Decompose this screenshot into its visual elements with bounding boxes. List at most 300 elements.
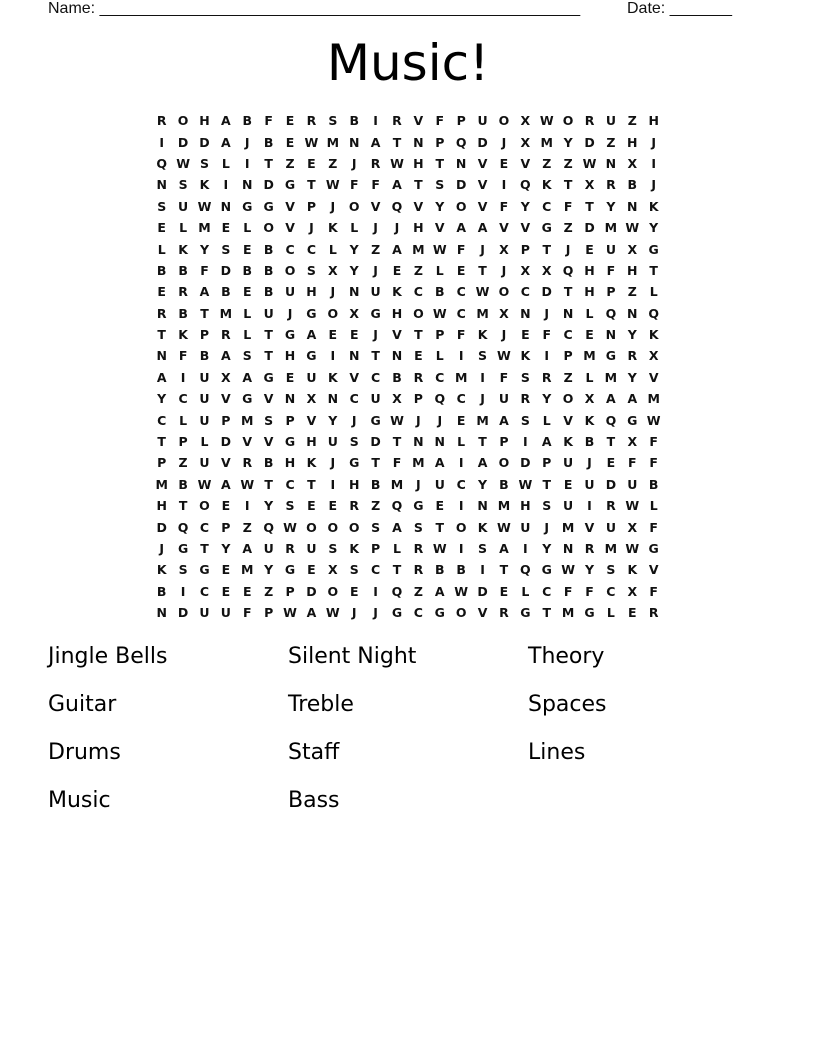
grid-letter[interactable]: K — [648, 198, 659, 214]
grid-letter[interactable]: E — [328, 327, 338, 343]
grid-letter[interactable]: D — [220, 262, 232, 278]
grid-letter[interactable]: E — [307, 155, 316, 171]
grid-letter[interactable]: U — [605, 241, 616, 257]
grid-letter[interactable]: Y — [627, 369, 637, 385]
grid-letter[interactable]: W — [625, 498, 640, 514]
grid-letter[interactable]: V — [263, 434, 274, 450]
grid-letter[interactable]: J — [287, 305, 293, 321]
grid-letter[interactable]: S — [435, 177, 445, 193]
grid-letter[interactable]: E — [563, 476, 573, 492]
grid-letter[interactable]: X — [627, 583, 638, 599]
grid-letter[interactable]: F — [178, 348, 188, 364]
grid-letter[interactable]: L — [179, 412, 188, 428]
grid-letter[interactable]: T — [264, 327, 273, 343]
grid-letter[interactable]: N — [562, 305, 574, 321]
grid-letter[interactable]: V — [520, 155, 531, 171]
grid-letter[interactable]: L — [393, 541, 401, 556]
grid-letter[interactable]: A — [199, 284, 210, 300]
grid-letter[interactable]: G — [306, 305, 317, 321]
grid-letter[interactable]: B — [178, 476, 188, 492]
grid-letter[interactable]: S — [178, 177, 188, 193]
grid-letter[interactable]: Q — [177, 519, 189, 535]
grid-letter[interactable]: T — [414, 177, 423, 193]
grid-letter[interactable]: X — [627, 519, 638, 535]
grid-letter[interactable]: C — [371, 369, 381, 385]
grid-letter[interactable]: A — [434, 583, 445, 599]
grid-letter[interactable]: B — [156, 583, 167, 599]
grid-letter[interactable]: O — [199, 498, 210, 514]
grid-letter[interactable]: K — [156, 562, 167, 578]
grid-letter[interactable]: R — [178, 284, 188, 300]
grid-letter[interactable]: Y — [349, 241, 359, 257]
grid-letter[interactable]: R — [648, 605, 659, 621]
grid-letter[interactable]: E — [628, 605, 637, 621]
grid-letter[interactable]: U — [627, 476, 638, 492]
grid-letter[interactable]: V — [263, 391, 274, 407]
grid-letter[interactable]: I — [330, 476, 336, 492]
grid-letter[interactable]: U — [370, 391, 381, 407]
grid-letter[interactable]: L — [457, 434, 466, 450]
grid-letter[interactable]: K — [178, 241, 188, 257]
grid-letter[interactable]: J — [565, 241, 571, 257]
grid-letter[interactable]: B — [648, 476, 659, 492]
grid-letter[interactable]: U — [178, 198, 189, 214]
grid-letter[interactable]: B — [349, 113, 359, 129]
grid-letter[interactable]: J — [416, 476, 421, 492]
grid-letter[interactable]: C — [542, 198, 552, 214]
grid-letter[interactable]: O — [498, 113, 510, 129]
grid-letter[interactable]: G — [627, 412, 638, 428]
grid-letter[interactable]: Q — [562, 262, 574, 278]
grid-letter[interactable]: W — [325, 177, 340, 193]
grid-letter[interactable]: D — [306, 583, 317, 599]
grid-letter[interactable]: U — [220, 605, 231, 621]
grid-letter[interactable]: I — [180, 583, 186, 599]
grid-letter[interactable]: E — [285, 369, 295, 385]
grid-letter[interactable]: K — [563, 434, 573, 450]
grid-letter[interactable]: W — [625, 220, 640, 236]
grid-letter[interactable]: P — [606, 284, 616, 300]
grid-letter[interactable]: R — [370, 155, 381, 171]
name-field-line[interactable]: Name: ______________________________________________________ — [48, 0, 581, 17]
grid-letter[interactable]: O — [327, 519, 339, 535]
grid-letter[interactable]: E — [285, 134, 295, 150]
grid-letter[interactable]: P — [285, 412, 295, 428]
grid-letter[interactable]: N — [562, 541, 574, 556]
grid-letter[interactable]: K — [349, 541, 360, 556]
grid-letter[interactable]: C — [413, 605, 423, 621]
grid-letter[interactable]: X — [499, 305, 509, 321]
grid-letter[interactable]: A — [370, 134, 381, 150]
grid-letter[interactable]: U — [370, 284, 381, 300]
grid-letter[interactable]: O — [327, 305, 339, 321]
grid-letter[interactable]: T — [392, 434, 402, 450]
grid-letter[interactable]: L — [521, 583, 530, 599]
grid-letter[interactable]: Y — [199, 241, 209, 257]
grid-letter[interactable]: A — [541, 434, 552, 450]
grid-letter[interactable]: B — [370, 476, 381, 492]
grid-letter[interactable]: A — [392, 177, 402, 193]
grid-letter[interactable]: D — [263, 177, 274, 193]
grid-letter[interactable]: V — [477, 605, 488, 621]
grid-letter[interactable]: N — [348, 134, 360, 150]
grid-letter[interactable]: V — [648, 562, 659, 578]
grid-letter[interactable]: C — [371, 562, 381, 578]
grid-letter[interactable]: H — [584, 284, 595, 300]
grid-letter[interactable]: N — [327, 391, 339, 407]
grid-letter[interactable]: Y — [264, 562, 274, 578]
grid-letter[interactable]: I — [651, 155, 656, 171]
grid-letter[interactable]: B — [456, 562, 466, 578]
grid-letter[interactable]: S — [199, 155, 209, 171]
grid-letter[interactable]: W — [432, 305, 447, 321]
grid-letter[interactable]: Z — [627, 113, 637, 129]
grid-letter[interactable]: U — [605, 519, 616, 535]
grid-letter[interactable]: T — [542, 241, 551, 257]
grid-letter[interactable]: S — [285, 498, 295, 514]
grid-letter[interactable]: U — [199, 455, 210, 471]
grid-letter[interactable]: F — [392, 455, 402, 471]
grid-letter[interactable]: B — [627, 177, 638, 193]
grid-letter[interactable]: X — [520, 262, 531, 278]
grid-letter[interactable]: F — [499, 198, 509, 214]
grid-letter[interactable]: I — [544, 348, 550, 364]
grid-letter[interactable]: J — [309, 220, 314, 236]
grid-letter[interactable]: I — [458, 498, 464, 514]
grid-letter[interactable]: F — [585, 583, 594, 599]
grid-letter[interactable]: A — [456, 220, 466, 236]
grid-letter[interactable]: D — [541, 284, 552, 300]
grid-letter[interactable]: T — [264, 155, 273, 171]
grid-letter[interactable]: T — [157, 434, 166, 450]
grid-letter[interactable]: E — [157, 220, 166, 236]
grid-letter[interactable]: T — [414, 327, 423, 343]
grid-letter[interactable]: T — [478, 434, 487, 450]
grid-letter[interactable]: R — [349, 498, 360, 514]
grid-letter[interactable]: Y — [478, 476, 488, 492]
grid-letter[interactable]: T — [264, 476, 273, 492]
grid-letter[interactable]: R — [306, 113, 317, 129]
grid-letter[interactable]: Z — [563, 220, 573, 236]
grid-letter[interactable]: V — [499, 220, 509, 236]
grid-letter[interactable]: K — [520, 348, 531, 364]
grid-letter[interactable]: U — [477, 113, 488, 129]
grid-letter[interactable]: M — [476, 305, 489, 321]
grid-letter[interactable]: L — [649, 498, 658, 514]
grid-letter[interactable]: J — [501, 134, 507, 150]
grid-letter[interactable]: R — [392, 113, 402, 129]
grid-letter[interactable]: C — [542, 583, 552, 599]
grid-letter[interactable]: H — [391, 305, 403, 321]
grid-letter[interactable]: G — [584, 605, 595, 621]
grid-letter[interactable]: E — [456, 412, 466, 428]
grid-letter[interactable]: O — [348, 198, 360, 214]
grid-letter[interactable]: W — [325, 605, 340, 621]
grid-letter[interactable]: T — [264, 348, 273, 364]
grid-letter[interactable]: O — [348, 519, 360, 535]
grid-letter[interactable]: W — [475, 284, 490, 300]
grid-letter[interactable]: W — [283, 519, 297, 535]
grid-letter[interactable]: K — [627, 562, 638, 578]
grid-letter[interactable]: G — [541, 562, 552, 578]
grid-letter[interactable]: Q — [391, 498, 403, 514]
grid-letter[interactable]: J — [394, 220, 400, 236]
grid-letter[interactable]: F — [499, 369, 509, 385]
grid-letter[interactable]: U — [563, 455, 574, 471]
grid-letter[interactable]: T — [392, 134, 402, 150]
grid-letter[interactable]: E — [349, 327, 359, 343]
grid-letter[interactable]: T — [371, 455, 380, 471]
grid-letter[interactable]: T — [563, 177, 573, 193]
grid-letter[interactable]: G — [284, 434, 296, 450]
grid-letter[interactable]: S — [478, 348, 488, 364]
grid-letter[interactable]: M — [540, 134, 553, 150]
grid-letter[interactable]: N — [413, 434, 424, 450]
grid-letter[interactable]: X — [499, 241, 509, 257]
grid-letter[interactable]: X — [541, 262, 552, 278]
grid-letter[interactable]: U — [263, 541, 274, 556]
grid-letter[interactable]: V — [477, 198, 488, 214]
grid-letter[interactable]: I — [180, 369, 186, 385]
grid-letter[interactable]: U — [199, 412, 210, 428]
grid-letter[interactable]: W — [432, 541, 447, 556]
grid-letter[interactable]: P — [199, 327, 210, 343]
grid-letter[interactable]: E — [242, 284, 252, 300]
grid-letter[interactable]: N — [627, 305, 638, 321]
grid-letter[interactable]: E — [221, 220, 231, 236]
grid-letter[interactable]: G — [648, 241, 659, 257]
grid-letter[interactable]: G — [520, 605, 531, 621]
grid-letter[interactable]: Y — [435, 198, 445, 214]
grid-letter[interactable]: E — [328, 498, 338, 514]
grid-letter[interactable]: T — [606, 434, 616, 450]
grid-letter[interactable]: W — [646, 412, 661, 428]
grid-letter[interactable]: A — [156, 369, 167, 385]
grid-letter[interactable]: F — [606, 262, 616, 278]
grid-letter[interactable]: J — [373, 220, 378, 236]
grid-letter[interactable]: R — [520, 391, 531, 407]
grid-letter[interactable]: E — [242, 583, 252, 599]
grid-letter[interactable]: C — [349, 391, 359, 407]
grid-letter[interactable]: W — [390, 412, 404, 428]
grid-letter[interactable]: M — [241, 562, 254, 578]
grid-letter[interactable]: V — [306, 412, 317, 428]
grid-letter[interactable]: S — [328, 113, 338, 129]
grid-letter[interactable]: D — [177, 605, 189, 621]
grid-letter[interactable]: U — [284, 284, 296, 300]
grid-letter[interactable]: V — [434, 220, 445, 236]
grid-letter[interactable]: G — [242, 198, 253, 214]
grid-letter[interactable]: P — [499, 434, 509, 450]
grid-letter[interactable]: E — [221, 583, 231, 599]
grid-letter[interactable]: F — [371, 177, 380, 193]
grid-letter[interactable]: W — [304, 134, 319, 150]
grid-letter[interactable]: Z — [178, 455, 188, 471]
grid-letter[interactable]: G — [370, 305, 381, 321]
grid-letter[interactable]: C — [456, 305, 466, 321]
grid-letter[interactable]: J — [330, 198, 336, 214]
grid-letter[interactable]: P — [157, 455, 167, 471]
grid-letter[interactable]: W — [582, 155, 597, 171]
grid-letter[interactable]: F — [628, 455, 637, 471]
grid-letter[interactable]: V — [392, 327, 402, 343]
grid-letter[interactable]: E — [307, 562, 316, 578]
grid-letter[interactable]: I — [330, 348, 336, 364]
grid-letter[interactable]: R — [156, 113, 167, 129]
grid-letter[interactable]: Z — [606, 134, 616, 150]
grid-letter[interactable]: B — [392, 369, 402, 385]
grid-letter[interactable]: N — [156, 348, 167, 364]
grid-letter[interactable]: B — [263, 134, 274, 150]
grid-letter[interactable]: N — [220, 198, 232, 214]
grid-letter[interactable]: K — [306, 455, 317, 471]
grid-letter[interactable]: J — [501, 327, 507, 343]
grid-letter[interactable]: A — [221, 113, 231, 129]
grid-letter[interactable]: M — [390, 476, 404, 492]
grid-letter[interactable]: D — [370, 434, 381, 450]
grid-letter[interactable]: W — [454, 583, 469, 599]
grid-letter[interactable]: S — [264, 412, 274, 428]
grid-letter[interactable]: T — [435, 519, 445, 535]
grid-letter[interactable]: L — [157, 241, 166, 257]
grid-letter[interactable]: I — [480, 562, 485, 578]
grid-letter[interactable]: K — [327, 369, 338, 385]
grid-letter[interactable]: M — [561, 605, 575, 621]
grid-letter[interactable]: W — [497, 519, 511, 535]
grid-letter[interactable]: V — [648, 369, 659, 385]
grid-letter[interactable]: L — [350, 220, 359, 236]
grid-letter[interactable]: Z — [328, 155, 338, 171]
grid-letter[interactable]: G — [370, 412, 381, 428]
grid-letter[interactable]: U — [605, 113, 616, 129]
grid-letter[interactable]: J — [480, 241, 485, 257]
grid-letter[interactable]: W — [518, 476, 533, 492]
grid-letter[interactable]: J — [416, 412, 421, 428]
grid-letter[interactable]: N — [627, 198, 638, 214]
grid-letter[interactable]: A — [434, 455, 445, 471]
grid-letter[interactable]: T — [542, 476, 551, 492]
grid-letter[interactable]: Y — [264, 498, 274, 514]
grid-letter[interactable]: C — [199, 583, 210, 599]
grid-letter[interactable]: U — [498, 391, 510, 407]
grid-letter[interactable]: Z — [627, 284, 637, 300]
grid-letter[interactable]: L — [179, 220, 188, 236]
grid-letter[interactable]: F — [435, 113, 445, 129]
grid-letter[interactable]: Q — [455, 134, 467, 150]
grid-letter[interactable]: G — [284, 327, 296, 343]
grid-letter[interactable]: X — [520, 113, 531, 129]
grid-letter[interactable]: D — [177, 134, 189, 150]
grid-letter[interactable]: V — [242, 434, 253, 450]
grid-letter[interactable]: H — [306, 434, 317, 450]
grid-letter[interactable]: C — [563, 327, 573, 343]
grid-letter[interactable]: Q — [391, 198, 403, 214]
grid-letter[interactable]: U — [520, 519, 531, 535]
grid-letter[interactable]: I — [223, 177, 229, 193]
grid-letter[interactable]: L — [328, 241, 337, 257]
grid-letter[interactable]: R — [606, 177, 616, 193]
grid-letter[interactable]: T — [371, 348, 380, 364]
grid-letter[interactable]: S — [371, 519, 381, 535]
grid-letter[interactable]: D — [584, 220, 595, 236]
grid-letter[interactable]: G — [199, 562, 210, 578]
grid-letter[interactable]: Z — [371, 241, 381, 257]
grid-letter[interactable]: G — [541, 220, 552, 236]
grid-letter[interactable]: X — [627, 155, 638, 171]
grid-letter[interactable]: M — [198, 220, 211, 236]
grid-letter[interactable]: G — [263, 369, 274, 385]
grid-letter[interactable]: Z — [563, 155, 573, 171]
grid-letter[interactable]: B — [178, 262, 188, 278]
grid-letter[interactable]: W — [197, 476, 212, 492]
grid-letter[interactable]: M — [604, 541, 618, 556]
grid-letter[interactable]: U — [306, 541, 317, 556]
grid-letter[interactable]: K — [477, 327, 488, 343]
grid-letter[interactable]: R — [156, 305, 167, 321]
grid-letter[interactable]: F — [542, 327, 551, 343]
grid-letter[interactable]: V — [285, 220, 295, 236]
grid-letter[interactable]: U — [263, 305, 274, 321]
grid-letter[interactable]: M — [326, 134, 340, 150]
grid-letter[interactable]: Q — [648, 305, 659, 321]
grid-letter[interactable]: W — [390, 155, 404, 171]
grid-letter[interactable]: V — [285, 198, 295, 214]
grid-letter[interactable]: U — [199, 369, 210, 385]
grid-letter[interactable]: S — [542, 498, 552, 514]
grid-letter[interactable]: F — [264, 113, 273, 129]
grid-letter[interactable]: M — [155, 476, 168, 492]
grid-letter[interactable]: K — [541, 177, 552, 193]
grid-letter[interactable]: O — [263, 220, 274, 236]
grid-letter[interactable]: L — [435, 262, 444, 278]
grid-letter[interactable]: P — [520, 241, 530, 257]
grid-letter[interactable]: V — [413, 113, 424, 129]
grid-letter[interactable]: D — [605, 476, 617, 492]
grid-letter[interactable]: C — [178, 391, 188, 407]
grid-letter[interactable]: U — [434, 476, 445, 492]
grid-letter[interactable]: T — [478, 262, 487, 278]
grid-letter[interactable]: C — [456, 476, 466, 492]
grid-letter[interactable]: M — [561, 519, 575, 535]
grid-letter[interactable]: C — [456, 284, 466, 300]
grid-letter[interactable]: I — [458, 348, 464, 364]
grid-letter[interactable]: D — [156, 519, 167, 535]
grid-letter[interactable]: Q — [605, 305, 617, 321]
grid-letter[interactable]: P — [563, 348, 573, 364]
grid-letter[interactable]: O — [562, 113, 574, 129]
grid-letter[interactable]: S — [157, 198, 167, 214]
grid-letter[interactable]: U — [199, 605, 210, 621]
grid-letter[interactable]: G — [605, 348, 617, 364]
grid-letter[interactable]: B — [499, 476, 509, 492]
grid-letter[interactable]: U — [563, 498, 574, 514]
grid-letter[interactable]: F — [649, 455, 658, 471]
grid-letter[interactable]: L — [243, 220, 252, 236]
grid-letter[interactable]: P — [221, 519, 231, 535]
grid-letter[interactable]: W — [432, 241, 447, 257]
grid-letter[interactable]: A — [242, 369, 253, 385]
grid-letter[interactable]: E — [499, 583, 509, 599]
grid-letter[interactable]: G — [177, 541, 189, 556]
grid-letter[interactable]: V — [370, 198, 381, 214]
grid-letter[interactable]: M — [412, 455, 425, 471]
grid-letter[interactable]: N — [477, 498, 488, 514]
grid-letter[interactable]: F — [349, 177, 359, 193]
grid-letter[interactable]: I — [480, 369, 485, 385]
grid-letter[interactable]: V — [413, 198, 424, 214]
grid-letter[interactable]: L — [221, 155, 230, 171]
grid-letter[interactable]: W — [539, 113, 554, 129]
